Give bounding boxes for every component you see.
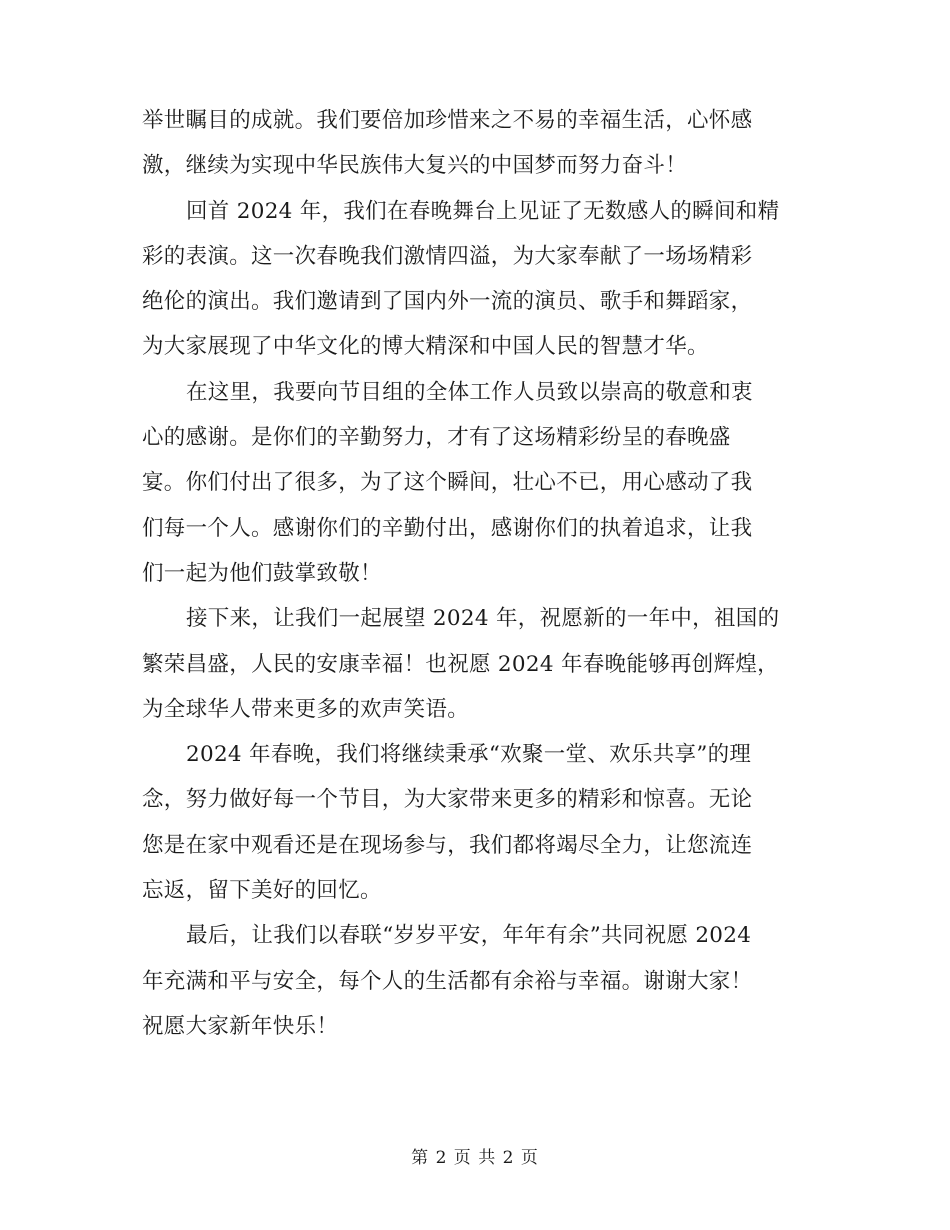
text-line: 念，努力做好每一个节目，为大家带来更多的精彩和惊喜。无论 [142, 787, 753, 813]
text-line: 接下来，让我们一起展望 2024 年，祝愿新的一年中，祖国的 [186, 606, 780, 632]
text-line: 心的感谢。是你们的辛勤努力，才有了这场精彩纷呈的春晚盛 [142, 425, 731, 451]
text-line: 宴。你们付出了很多，为了这个瞬间，壮心不已，用心感动了我 [142, 470, 753, 496]
page-footer: 第 2 页 共 2 页 [411, 1148, 539, 1168]
text-line: 您是在家中观看还是在现场参与，我们都将竭尽全力，让您流连 [142, 832, 753, 858]
document-body [142, 98, 810, 1049]
text-line: 为大家展现了中华文化的博大精深和中国人民的智慧才华。 [142, 334, 709, 360]
text-line: 们一起为他们鼓掌致敬！ [142, 560, 382, 586]
text-line: 激，继续为实现中华民族伟大复兴的中国梦而努力奋斗！ [142, 153, 688, 179]
text-line: 为全球华人带来更多的欢声笑语。 [142, 696, 470, 722]
text-line: 最后，让我们以春联“岁岁平安，年年有余”共同祝愿 2024 [186, 923, 752, 949]
text-line: 年充满和平与安全，每个人的生活都有余裕与幸福。谢谢大家！ [142, 968, 753, 994]
text-line: 在这里，我要向节目组的全体工作人员致以崇高的敬意和衷 [186, 379, 753, 405]
text-line: 们每一个人。感谢你们的辛勤付出，感谢你们的执着追求，让我 [142, 515, 753, 541]
text-line: 2024 年春晚，我们将继续秉承“欢聚一堂、欢乐共享”的理 [186, 742, 752, 768]
text-line: 彩的表演。这一次春晚我们激情四溢，为大家奉献了一场场精彩 [142, 243, 753, 269]
text-line: 忘返，留下美好的回忆。 [142, 878, 382, 904]
text-line: 回首 2024 年，我们在春晚舞台上见证了无数感人的瞬间和精 [186, 198, 780, 224]
text-line: 举世瞩目的成就。我们要倍加珍惜来之不易的幸福生活，心怀感 [142, 108, 753, 133]
text-line: 祝愿大家新年快乐！ [142, 1013, 339, 1039]
text-line: 繁荣昌盛，人民的安康幸福！也祝愿 2024 年春晚能够再创辉煌， [142, 651, 779, 677]
text-line: 绝伦的演出。我们邀请到了国内外一流的演员、歌手和舞蹈家， [142, 289, 753, 315]
